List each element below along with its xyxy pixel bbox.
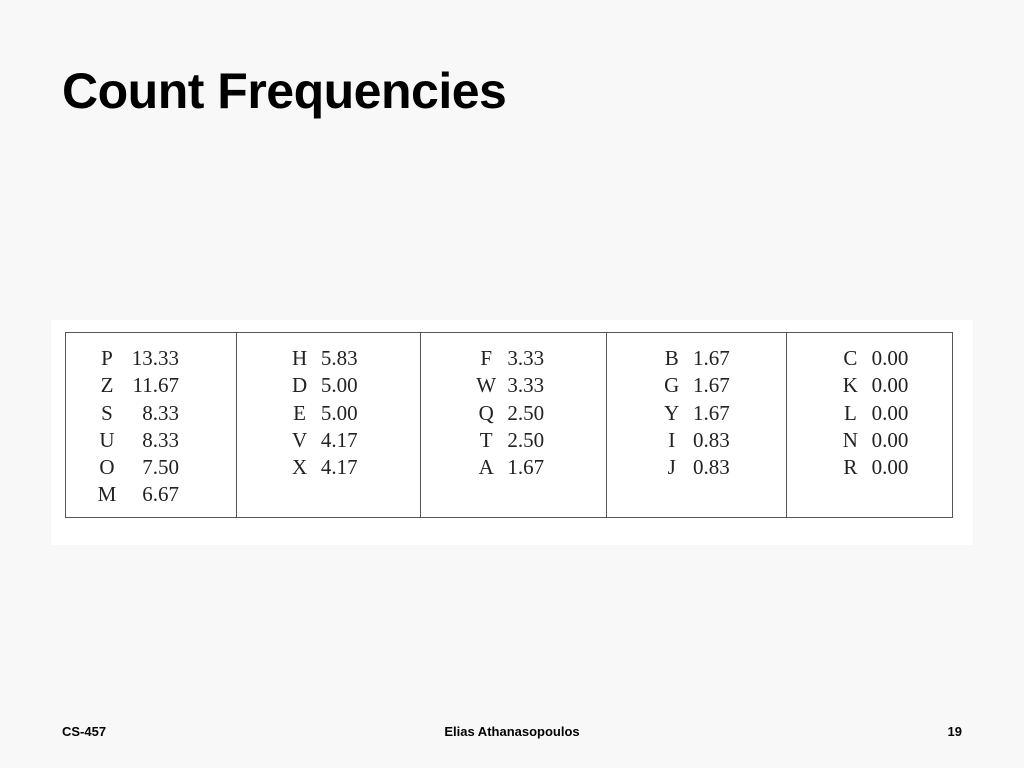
letter-cell: C bbox=[843, 346, 858, 370]
frequency-row bbox=[476, 454, 606, 481]
frequency-value-cell: 3.33 bbox=[507, 346, 545, 370]
frequency-row bbox=[97, 400, 236, 427]
frequency-value-cell: 0.00 bbox=[871, 373, 909, 398]
frequency-value-cell: 2.50 bbox=[507, 400, 545, 425]
frequency-value-cell: 7.50 bbox=[142, 455, 179, 480]
frequency-value-cell: 0.00 bbox=[871, 346, 909, 370]
frequency-row bbox=[97, 454, 236, 481]
slide-title: Count Frequencies bbox=[62, 63, 507, 119]
frequency-column bbox=[421, 333, 607, 517]
letter-cell: W bbox=[476, 373, 497, 398]
letter-cell: A bbox=[478, 455, 494, 480]
frequency-row bbox=[476, 400, 606, 427]
letter-cell: M bbox=[97, 482, 117, 507]
letter-cell: B bbox=[664, 346, 679, 370]
letter-cell: K bbox=[842, 373, 858, 398]
frequency-row bbox=[840, 345, 952, 372]
letter-cell: H bbox=[291, 346, 308, 370]
frequency-value-cell: 1.67 bbox=[693, 373, 730, 398]
frequency-row bbox=[662, 454, 787, 481]
frequency-value-cell: 5.83 bbox=[320, 346, 358, 370]
frequency-column bbox=[237, 333, 422, 517]
frequency-value-cell: 3.33 bbox=[507, 373, 545, 398]
frequency-row bbox=[662, 372, 787, 399]
frequency-row bbox=[290, 400, 421, 427]
letter-cell: Y bbox=[664, 400, 680, 425]
frequency-value-cell: 5.00 bbox=[320, 373, 358, 398]
frequency-value-cell: 11.67 bbox=[132, 373, 179, 398]
frequency-column bbox=[607, 333, 788, 517]
frequency-row bbox=[662, 400, 787, 427]
frequency-row bbox=[290, 427, 421, 454]
frequency-value-cell: 8.33 bbox=[142, 427, 179, 452]
footer-course: CS-457 bbox=[62, 724, 107, 739]
frequency-row bbox=[476, 372, 606, 399]
frequency-row bbox=[97, 427, 236, 454]
frequency-row bbox=[662, 345, 787, 372]
frequency-column bbox=[787, 333, 952, 517]
frequency-row bbox=[290, 345, 421, 372]
frequency-row bbox=[97, 372, 236, 399]
letter-cell: T bbox=[479, 427, 493, 452]
frequency-value-cell: 0.83 bbox=[693, 455, 730, 480]
frequency-value-cell: 5.00 bbox=[320, 400, 358, 425]
letter-cell: V bbox=[291, 427, 308, 452]
frequency-value-cell: 0.83 bbox=[693, 427, 730, 452]
letter-cell: E bbox=[293, 400, 306, 425]
frequency-row bbox=[476, 345, 606, 372]
letter-cell: Q bbox=[478, 400, 494, 425]
frequency-row bbox=[662, 427, 787, 454]
letter-cell: L bbox=[843, 400, 857, 425]
frequency-value-cell: 6.67 bbox=[142, 482, 179, 507]
frequency-row bbox=[476, 427, 606, 454]
letter-cell: J bbox=[667, 455, 676, 480]
letter-cell: N bbox=[842, 427, 858, 452]
frequency-row bbox=[290, 454, 421, 481]
letter-cell: U bbox=[99, 427, 115, 452]
frequency-value-cell: 13.33 bbox=[131, 346, 179, 370]
frequency-value-cell: 0.00 bbox=[871, 427, 909, 452]
letter-cell: F bbox=[480, 346, 492, 370]
footer-page-number: 19 bbox=[947, 724, 962, 739]
frequency-value-cell: 1.67 bbox=[507, 455, 545, 480]
letter-cell: G bbox=[664, 373, 680, 398]
frequency-table bbox=[65, 332, 953, 518]
frequency-table-panel bbox=[51, 320, 973, 545]
frequency-row bbox=[840, 400, 952, 427]
frequency-row bbox=[840, 372, 952, 399]
letter-cell: O bbox=[99, 455, 115, 480]
letter-cell: Z bbox=[100, 373, 114, 398]
frequency-value-cell: 0.00 bbox=[871, 455, 909, 480]
frequency-value-cell: 1.67 bbox=[693, 400, 730, 425]
letter-cell: S bbox=[101, 400, 113, 425]
letter-cell: D bbox=[291, 373, 308, 398]
frequency-column bbox=[66, 333, 237, 517]
letter-cell: P bbox=[101, 346, 113, 370]
letter-cell: R bbox=[843, 455, 858, 480]
frequency-value-cell: 1.67 bbox=[693, 346, 730, 370]
frequency-row bbox=[97, 345, 236, 372]
frequency-value-cell: 2.50 bbox=[507, 427, 545, 452]
footer-author: Elias Athanasopoulos bbox=[444, 724, 580, 739]
frequency-row bbox=[97, 481, 236, 508]
frequency-row bbox=[840, 454, 952, 481]
frequency-row bbox=[840, 427, 952, 454]
frequency-value-cell: 0.00 bbox=[871, 400, 909, 425]
frequency-value-cell: 4.17 bbox=[320, 455, 358, 480]
frequency-row bbox=[290, 372, 421, 399]
letter-cell: X bbox=[291, 455, 308, 480]
letter-cell: I bbox=[668, 427, 676, 452]
frequency-value-cell: 4.17 bbox=[320, 427, 358, 452]
frequency-value-cell: 8.33 bbox=[142, 400, 179, 425]
